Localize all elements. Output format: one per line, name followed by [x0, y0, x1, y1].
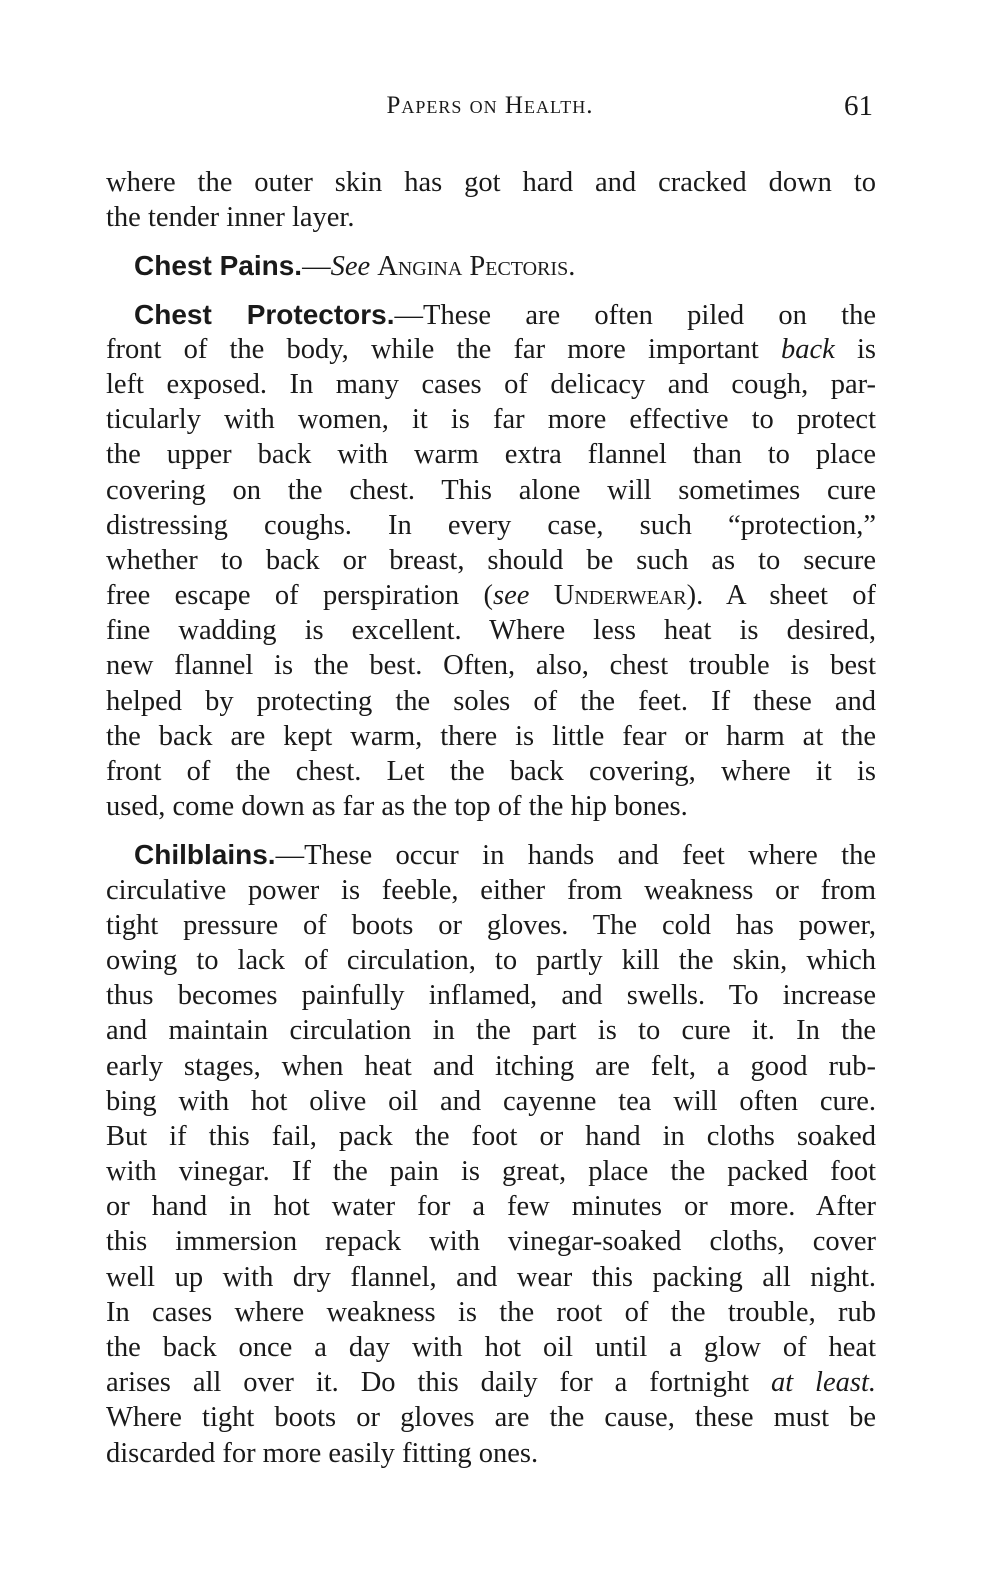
- text-line: [106, 200, 876, 235]
- paragraph: [106, 297, 876, 825]
- text-segment: thus becomes painfully inflamed, and swells. To increase: [106, 980, 876, 1012]
- running-title: Papers on Health.: [386, 92, 594, 119]
- text-segment: early stages, when heat and itching are felt, a good rub-: [106, 1050, 876, 1082]
- text-segment: back: [781, 333, 835, 365]
- text-segment: new flannel is the best. Often, also, chest trouble is best: [106, 650, 876, 682]
- text-segment: the back are kept warm, there is little fear or harm at the: [106, 720, 876, 752]
- text-segment: with vinegar. If the pain is great, place the packed foot: [106, 1156, 876, 1188]
- text-segment: arises all over it. Do this daily for a fortnight: [106, 1367, 771, 1399]
- text-line: [106, 1084, 876, 1119]
- text-segment: Underwear: [553, 580, 687, 612]
- text-line: [106, 908, 876, 943]
- text-segment: In cases where weakness is the root of the trouble, rub: [106, 1296, 876, 1328]
- text-line: [106, 332, 876, 367]
- text-line: [106, 648, 876, 683]
- text-line: [106, 873, 876, 908]
- text-segment: helped by protecting the soles of the feet. If these and: [106, 685, 876, 717]
- text-segment: this immersion repack with vinegar-soaked cloths, cover: [106, 1226, 876, 1258]
- text-line: [106, 1049, 876, 1084]
- text-line: [106, 473, 876, 508]
- page-header: [105, 92, 875, 132]
- text-line: [106, 1400, 876, 1435]
- entry-heading: Chest Pains.: [134, 250, 303, 282]
- text-segment: owing to lack of circulation, to partly kill the skin, which: [106, 944, 876, 976]
- text-segment: tight pressure of boots or gloves. The cold has power,: [106, 909, 876, 941]
- text-segment: the tender inner layer.: [106, 202, 355, 234]
- text-line: [106, 1295, 876, 1330]
- text-line: [106, 1436, 876, 1471]
- text-segment: distressing coughs. In every case, such “protection,”: [106, 509, 876, 541]
- text-segment: the back once a day with hot oil until a glow of heat: [106, 1332, 876, 1363]
- text-line: [106, 978, 876, 1013]
- text-segment: free escape of perspiration (: [106, 580, 494, 612]
- text-line: [106, 165, 876, 200]
- text-segment: well up with dry flannel, and wear this packing all night.: [106, 1261, 876, 1293]
- text-segment: is: [834, 333, 877, 365]
- entry-heading: Chilblains.: [134, 839, 276, 871]
- text-line: [106, 1330, 876, 1365]
- text-segment: Where tight boots or gloves are the cause, these must be: [106, 1402, 876, 1434]
- text-segment: —: [302, 251, 331, 283]
- text-line: [106, 1119, 876, 1154]
- text-line: [106, 943, 876, 978]
- text-line: [106, 578, 876, 613]
- text-line: [106, 613, 876, 648]
- text-segment: —These are often piled on the: [394, 299, 876, 331]
- text-segment: where the outer skin has got hard and cracked down to: [106, 167, 876, 198]
- text-segment: covering on the chest. This alone will sometimes cure: [106, 474, 876, 506]
- text-line: [106, 248, 876, 283]
- text-segment: ticularly with women, it is far more effective to protect: [106, 404, 876, 436]
- text-segment: [529, 580, 553, 611]
- text-segment: or hand in hot water for a few minutes or more. After: [106, 1191, 876, 1223]
- text-line: [106, 789, 876, 824]
- entry-heading: Chest Protectors.: [134, 298, 395, 330]
- text-segment: see: [493, 580, 530, 612]
- text-segment: front of the chest. Let the back covering, where it is: [106, 756, 876, 787]
- paragraph: [106, 248, 876, 283]
- text-segment: bing with hot olive oil and cayenne tea will often cure.: [106, 1085, 876, 1117]
- text-segment: left exposed. In many cases of delicacy and cough, par-: [106, 368, 876, 400]
- text-line: [106, 508, 876, 543]
- text-segment: whether to back or breast, should be such as to secure: [106, 544, 876, 576]
- text-line: [106, 437, 876, 472]
- text-segment: used, come down as far as the top of the hip bones.: [106, 791, 688, 823]
- text-segment: Angina Pectoris.: [377, 251, 576, 283]
- text-line: [106, 367, 876, 402]
- text-line: [106, 1154, 876, 1189]
- text-segment: ). A sheet of: [686, 580, 876, 612]
- text-segment: —These occur in hands and feet where the: [275, 840, 876, 872]
- text-segment: fine wadding is excellent. Where less heat is desired,: [106, 615, 876, 647]
- text-line: [106, 719, 876, 754]
- page-number: 61: [844, 90, 873, 122]
- text-segment: the upper back with warm extra flannel than to place: [106, 439, 876, 471]
- text-segment: circulative power is feeble, either from weakness or from: [106, 874, 876, 906]
- text-segment: discarded for more easily fitting ones.: [106, 1437, 539, 1469]
- text-line: [106, 837, 876, 872]
- text-segment: at least.: [770, 1367, 876, 1399]
- text-line: [106, 1365, 876, 1400]
- text-line: [106, 1224, 876, 1259]
- text-segment: But if this fail, pack the foot or hand in cloths soaked: [106, 1120, 876, 1152]
- text-line: [106, 1013, 876, 1048]
- text-line: [106, 402, 876, 437]
- text-line: [106, 297, 876, 332]
- text-line: [106, 1260, 876, 1295]
- text-line: [106, 1189, 876, 1224]
- text-segment: See: [330, 251, 371, 283]
- text-segment: and maintain circulation in the part is to cure it. In the: [106, 1015, 876, 1047]
- text-segment: front of the body, while the far more important: [106, 333, 781, 365]
- paragraph: [106, 165, 876, 235]
- text-line: [106, 543, 876, 578]
- paragraph: [106, 837, 876, 1470]
- text-line: [106, 754, 876, 789]
- page-body: [106, 165, 876, 1484]
- text-line: [106, 684, 876, 719]
